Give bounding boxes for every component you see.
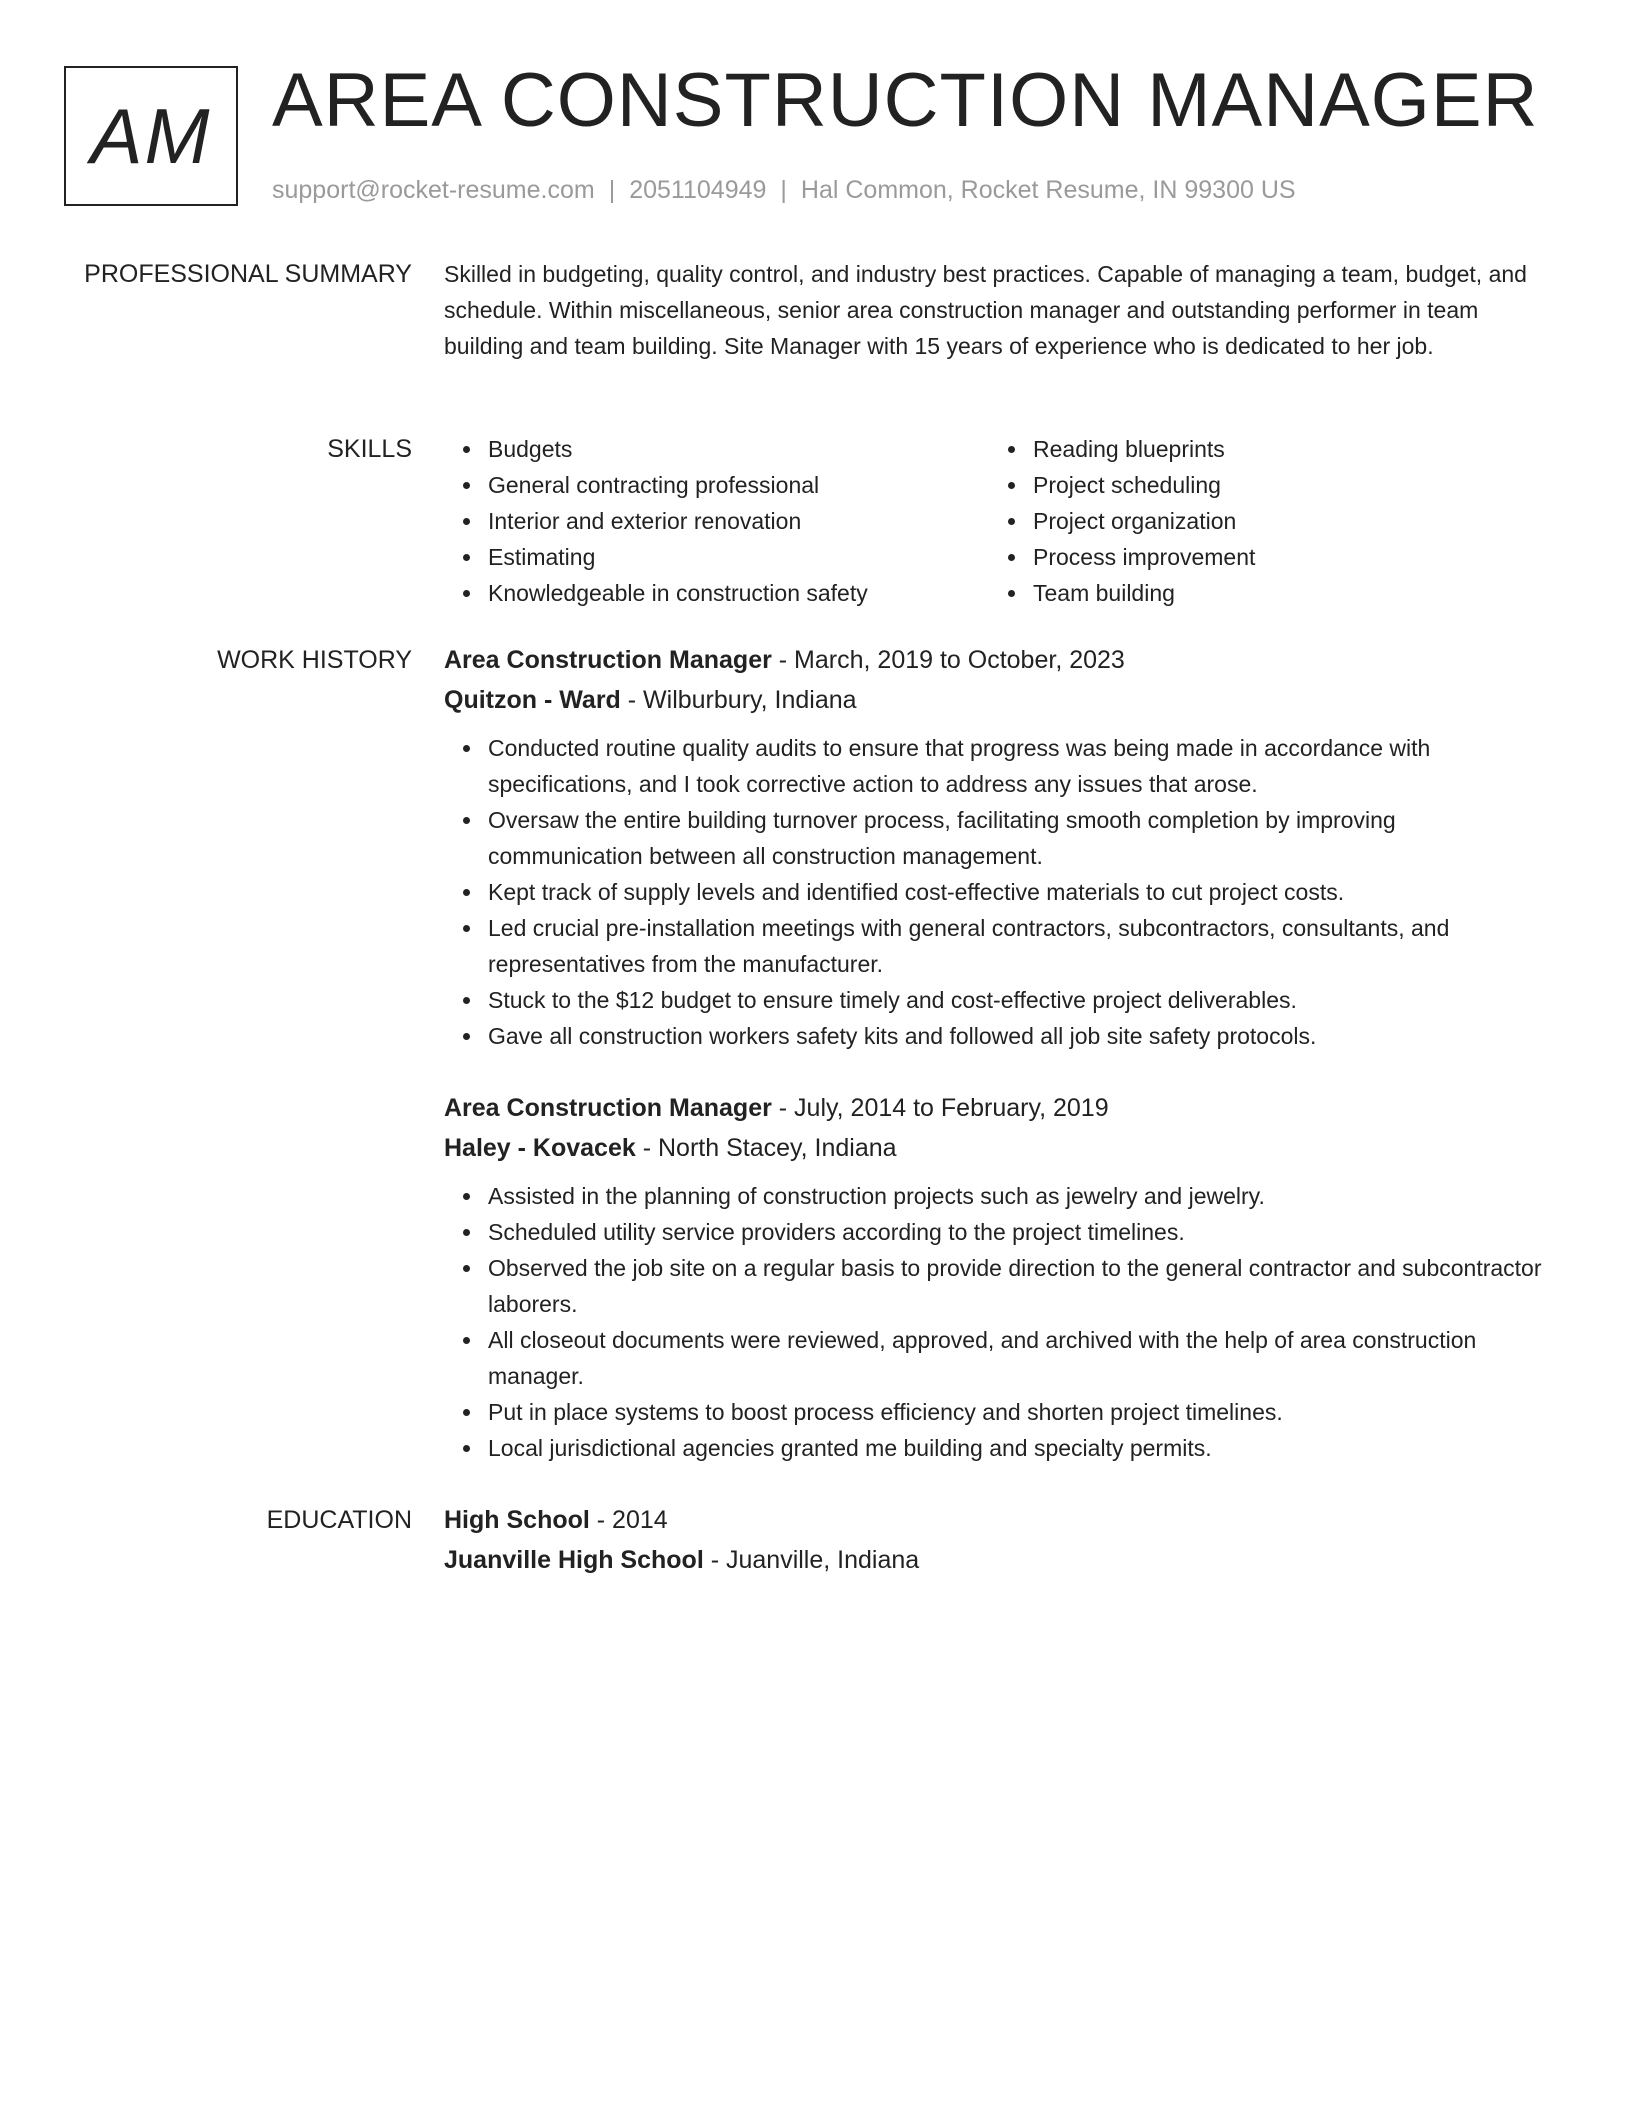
monogram-logo: AM (64, 66, 238, 206)
skill-item: Reading blueprints (1033, 431, 1534, 467)
contact-address: Hal Common, Rocket Resume, IN 99300 US (800, 176, 1296, 204)
education-year: - 2014 (589, 1506, 668, 1534)
summary-body (444, 256, 1556, 364)
skill-item: General contracting professional (488, 467, 989, 503)
education-school: Juanville High School (444, 1546, 704, 1574)
education-degree: High School (444, 1506, 590, 1534)
job-bullet: Oversaw the entire building turnover process, facilitating smooth completion by improving communication between all construction management. (488, 802, 1556, 874)
job-dates: - March, 2019 to October, 2023 (771, 646, 1125, 674)
job-bullet: Assisted in the planning of construction projects such as jewelry and jewelry. (488, 1178, 1556, 1214)
summary-text: Skilled in budgeting, quality control, and industry best practices. Capable of managing a team, budget, and schedule. Within miscellaneous, senior area construction manager and outstanding performer in team building and team building. Site Manager with 15 years of experience who is dedicated to her job. (444, 261, 1527, 359)
job-bullet: Local jurisdictional agencies granted me building and specialty permits. (488, 1430, 1556, 1466)
job-bullet: Observed the job site on a regular basis to provide direction to the general contractor and subcontractor laborers. (488, 1250, 1556, 1322)
contact-separator: | (780, 176, 787, 204)
job-bullet: Conducted routine quality audits to ensure that progress was being made in accordance with specifications, and I took corrective action to address any issues that arose. (488, 730, 1556, 802)
job-company: Haley - Kovacek (444, 1134, 636, 1162)
job-company-line (444, 680, 1556, 720)
skills-body (444, 431, 1556, 611)
education-degree-line (444, 1500, 1556, 1540)
skill-item: Budgets (488, 431, 989, 467)
job-title-line (444, 640, 1556, 680)
contact-phone[interactable]: 2051104949 (629, 176, 767, 204)
job-bullet: Scheduled utility service providers according to the project timelines. (488, 1214, 1556, 1250)
skill-item: Interior and exterior renovation (488, 503, 989, 539)
education-label: EDUCATION (266, 1506, 412, 1534)
job-entry (444, 1088, 1556, 1466)
skills-list-right (989, 431, 1534, 611)
contact-line (272, 174, 1296, 206)
job-location: - North Stacey, Indiana (635, 1134, 897, 1162)
job-title: Area Construction Manager (444, 646, 772, 674)
contact-separator: | (608, 176, 616, 204)
job-dates: - July, 2014 to February, 2019 (771, 1094, 1109, 1122)
skill-item: Process improvement (1033, 539, 1534, 575)
job-title-line (444, 1088, 1556, 1128)
job-bullet-list (444, 730, 1556, 1054)
job-bullet: Stuck to the $12 budget to ensure timely and cost-effective project deliverables. (488, 982, 1556, 1018)
skill-item: Knowledgeable in construction safety (488, 575, 989, 611)
skill-item: Project organization (1033, 503, 1534, 539)
job-entry (444, 640, 1556, 1054)
job-bullet: Led crucial pre-installation meetings with general contractors, subcontractors, consultants, and representatives from the manufacturer. (488, 910, 1556, 982)
job-bullet: Kept track of supply levels and identified cost-effective materials to cut project costs. (488, 874, 1556, 910)
work-history-label: WORK HISTORY (217, 646, 412, 674)
job-bullet: All closeout documents were reviewed, approved, and archived with the help of area construction manager. (488, 1322, 1556, 1394)
skills-list-left (444, 431, 989, 611)
skill-item: Project scheduling (1033, 467, 1534, 503)
summary-label: PROFESSIONAL SUMMARY (84, 260, 412, 288)
job-bullet-list (444, 1178, 1556, 1466)
education-location: - Juanville, Indiana (703, 1546, 920, 1574)
skill-item: Team building (1033, 575, 1534, 611)
job-company: Quitzon - Ward (444, 686, 621, 714)
education-school-line (444, 1540, 1556, 1580)
job-bullet: Put in place systems to boost process efficiency and shorten project timelines. (488, 1394, 1556, 1430)
job-title: Area Construction Manager (444, 1094, 772, 1122)
skill-item: Estimating (488, 539, 989, 575)
resume-title: AREA CONSTRUCTION MANAGER (272, 58, 1539, 143)
skills-label: SKILLS (327, 435, 412, 463)
job-company-line (444, 1128, 1556, 1168)
job-location: - Wilburbury, Indiana (620, 686, 857, 714)
education-body (444, 1500, 1556, 1580)
job-bullet: Gave all construction workers safety kits and followed all job site safety protocols. (488, 1018, 1556, 1054)
contact-email[interactable]: support@rocket-resume.com (272, 176, 595, 204)
